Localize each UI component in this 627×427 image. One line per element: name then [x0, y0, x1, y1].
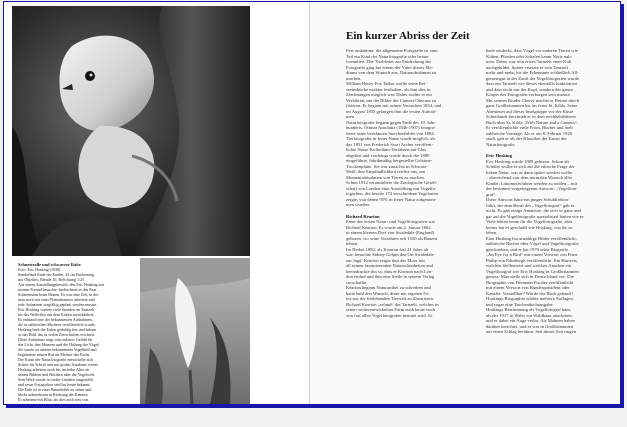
- text-line: tos aus der freilebenden Tierwelt zu illustrieren.: [346, 296, 434, 301]
- text-line: im August 1835 gelangen ihm die ersten Aufnah-: [346, 108, 437, 114]
- caption-line: Hosking hielt die Eulen geduldig fest und bekam: [18, 327, 97, 333]
- text-line: Körper des Fotografen verborgen sein musste.: [486, 92, 571, 97]
- caption-line: seinem Freund besuchte, beobachtete er das Paar: [18, 287, 97, 293]
- text-line: Naturfotografie.: [486, 141, 516, 147]
- caption-line: Es entstand eine der bekanntesten Aufnahmen,: [18, 317, 93, 323]
- text-line: Weiß, ihre Empfindlichkeit reichte aus, um: [346, 169, 426, 174]
- caption-line: Schneeeulen beim Brüten. Es war eine Zeit, in der: [18, 292, 99, 298]
- text-line: nicht. Es gab einige Amateure, die sich so ganz und: [486, 208, 581, 213]
- caption-line: seinen Bildern und Büchern über die Vogelwelt.: [18, 372, 95, 378]
- text-line: zahlreiche Vorträge. Als er am 8. Februar 1928: [486, 130, 572, 136]
- text-line: Richard Kearton „erfand“ das Tarnzelt, welches in: [346, 301, 439, 307]
- text-line: men wurden.: [346, 202, 370, 207]
- text-line: gar auf die Vogelfotografie spezialisiert hatten wie er.: [486, 213, 585, 219]
- book-spread: [3, 1, 621, 405]
- text-line: von fast allen Vogelfotografen benutzt wird. Er: [346, 312, 433, 318]
- text-line: – abweichend von dem normalen Wunsch aller: [486, 175, 573, 180]
- text-line: in einem kleinen Dorf von Swaledale (England): [346, 230, 435, 235]
- text-line: Mit seinem Bruder Cherry machte er Reisen durch: [486, 97, 579, 103]
- text-line: Fest umkämmt: die allgemeine Fotografie ist zum: [346, 48, 438, 53]
- text-line: Zeichnungen möglich war. Daher suchte er ein: [346, 92, 432, 97]
- text-line: William Henry Fox Talbot wollte seine Rei-: [346, 81, 427, 86]
- text-line: seeindrücke exakter festhalten, als ihm dies in: [346, 86, 431, 92]
- caption-line: Sein Werk wurde in vielen Ländern ausgestellt,: [18, 377, 94, 383]
- text-line: fixieren. Er begann mit seinen Versuchen 1834, und: [346, 103, 442, 108]
- section-heading: Eric Hosking: [486, 153, 512, 158]
- text-line: hatte entdeckt, dass Vögel vor anderen Tieren wie: [486, 48, 578, 53]
- text-line: zur Jagd. Kearton zeigte ihm das Moor mit: [346, 257, 425, 263]
- text-line: lichte Nasse-Kollodium-Verfahren auf Glas: [346, 147, 426, 152]
- caption-line: man noch mit einer Plattenkamera arbeitete und: [18, 297, 95, 303]
- section-heading: Richard Kearton: [346, 213, 380, 219]
- text-line: Trockenplatte. Sie war zunächst in Schwarz-: [346, 163, 428, 169]
- text-line: all seinen faszinierenden Naturschönheiten und: [346, 263, 433, 268]
- text-line: Richard Kearton. Er wurde am 2. Januar 1862: [346, 224, 431, 230]
- text-line: leben.: [486, 230, 498, 235]
- text-line: Schottlands beschrieb er in dem reichbebilderten: [486, 114, 576, 119]
- text-line: nachgebildet. Später ersetzte er sein Tarnzelt: [486, 64, 568, 70]
- text-line: Kinder, Lokomotivführer werden zu wollen – mit: [486, 180, 578, 186]
- caption-line: Diese Aufnahme zeigt sein sicheres Gefühl für: [18, 337, 93, 343]
- text-line: Biographie von Hermann Fischer veröffentlicht: [486, 279, 574, 285]
- text-line: schaft von London eine Ausstellung mit Vogelfo-: [346, 185, 437, 191]
- text-line: verschaffte.: [346, 279, 368, 285]
- text-line: darüber berichtet, und er war in Großbritannien: [486, 323, 574, 329]
- text-line: und dass nicht nur der Kopf, sondern der ganze: [486, 86, 573, 92]
- text-line: als der 1917 in Wales ein Waldkauz attackierte,: [486, 312, 573, 318]
- text-line: machen.: [346, 75, 362, 81]
- text-line: tografien, die bereits 174 verschiedene Vogelarten: [346, 191, 438, 196]
- text-line: Schon 1912 veranstaltete die Zoologische Gesell-: [346, 180, 438, 185]
- caption-line: mit Objektiv, Blende 16, Belichtung 1/25: [18, 277, 85, 283]
- caption-line: begründete seinen Ruf als Meister des Fachs.: [18, 352, 91, 358]
- text-line: zeigte, von denen 95% in freier Natur aufgenom-: [346, 196, 437, 202]
- text-line: formuliert: Die Triebfeder zur Entdeckung der: [346, 59, 432, 64]
- caption-line: Auf einem Ausstellungsbesuch, den Eric Hosking mit: [18, 282, 104, 288]
- text-line: keiner hat es geschafft wie Hosking, von ihr zu: [486, 224, 573, 230]
- text-line: Verfahren, um die Bilder der Camera Obscura zu: [346, 97, 437, 103]
- text-line: Kanzler. Vorstellbar? Würde das Buch gekauft?: [486, 290, 574, 296]
- text-line: eingeführte, fabrikmäßig hergestellte Gelatine-: [346, 158, 433, 163]
- text-line: Eric Hosking wurde 1909 geboren. Schon als: [486, 158, 570, 164]
- text-line: men. Daher war sein erstes Tarnzelt einer Kuh: [486, 59, 572, 64]
- text-line: Hoskings Biographie erlebte mehrere Auflagen,: [486, 296, 574, 301]
- caption-line: die in zahlreichen Büchern veröffentlicht wurde.: [18, 322, 96, 328]
- text-line: das 1851 von Frederick Scott Archer veröffent-: [346, 141, 433, 147]
- text-line: Viele lebten heute für die Vogelfotografie, aber: [486, 219, 573, 224]
- text-line: Diese Antwort hatte ein junger Schuldirektor: [486, 197, 569, 202]
- text-line: dass ein Tarnzelt wie dieses ebenfalls funktioniert: [486, 81, 578, 86]
- text-line: war, besuchte Sidney Gelpin den Ort Swaledale: [346, 252, 434, 257]
- text-line: Naturfotografie begann gegen Ende des 19. Jahr-: [346, 119, 437, 125]
- text-column-2: [486, 48, 610, 398]
- text-line: Er veröffentlichte viele Fotos, Bücher und hielt: [486, 125, 573, 130]
- caption-line: und seine Fotografien sind bis heute bekannt.: [18, 382, 91, 388]
- text-line: Buch über St. Kilda „With Nature and a Camera“.: [486, 119, 578, 125]
- caption-line: Sunderland Ende der Knöbe, 22 cm Entfernung: [18, 272, 95, 278]
- article-title: Ein kurzer Abriss der Zeit: [346, 30, 470, 42]
- text-line: lebten.: [346, 241, 359, 246]
- text-line: Schüler wollte er sich auf die ethische Frage der: [486, 164, 575, 169]
- caption-line: Er arbeitete mit Blitz, als dies noch neu war.: [18, 397, 89, 402]
- text-line: abgelöst und verdrängt wurde durch die 1880: [346, 152, 430, 158]
- text-line: genoss. Man stelle sich in Deutschland vor: Die: [486, 274, 574, 279]
- text-line: Kühen, Pferden oder Schafen kaum Notiz nah-: [486, 53, 573, 59]
- text-line: beeindruckte ihn so, dass er Kearton nach Lon-: [346, 268, 433, 274]
- text-line: don einlud und ihm eine Stelle in seinem Verlag: [346, 274, 435, 279]
- text-line: zahlreiche Bücher über Vögel und Vogelfotografie: [486, 241, 579, 246]
- caption-line: bis das Weibchen mit dem Küken zurückkehrte.: [18, 312, 95, 318]
- caption-line: jede Aufnahme sorgfältig geplant werden musste.: [18, 302, 98, 308]
- caption-line: Die Eule ist in einer Baumhöhle zu sehen und: [18, 387, 92, 393]
- text-line: und er dabei ein Auge verlor. Als Mahnen haben: [486, 318, 575, 323]
- text-column-1: [346, 48, 470, 398]
- text-line: der bestimmt vorgetragenen Antwort: „Vogelfoto-: [486, 186, 578, 191]
- caption-line: Hosking arbeitete noch bis ins hohe Alter an: [18, 367, 89, 373]
- caption-line: so das Bild, das in vielen Zeitschriften erschien.: [18, 332, 95, 338]
- text-line: men.: [346, 114, 356, 119]
- text-line: geschrieben, und er hat 1970 seine Biografie: [486, 246, 569, 252]
- caption-line: Foto: Eric Hosking (1938): [18, 267, 61, 273]
- text-line: Kearton begann Naturartikel zu schreiben und: [346, 285, 431, 290]
- text-line: diums von dem Wunsch aus, Naturaufnahmen zu: [346, 70, 437, 75]
- text-line: und sogar eine Taschenbuchausgabe.: [486, 301, 554, 307]
- text-line: auf einen Schlag berühmt. Seit dieser Zeit trugen: [486, 329, 577, 334]
- text-line: Im Herbst 1882, als Kearton fast 21 Jahre alt: [346, 246, 429, 252]
- text-line: Philip von Edinburgh veröffentlicht. Ein Hinweis,: [486, 257, 578, 263]
- text-line: mehr und mehr, bis die Erkenntnis schließlich All-: [486, 70, 579, 75]
- paragraph-gap: [346, 208, 470, 211]
- text-line: führt, der dem Beruf des „Vogelfotograf“ gab es: [486, 202, 575, 208]
- text-line: welchen Stellenwert und welches Ansehen ein: [486, 263, 572, 268]
- caption-title: Schneetrolle und schwarzer Rabe: [18, 262, 81, 267]
- text-line: geboren, wo seine Vorfahren seit 1550 als Bauern: [346, 235, 438, 241]
- text-line: seiner weiterentwickelten Form auch heute noch: [346, 307, 436, 312]
- caption-line: Schritt für Schritt und mit großer Ausdauer weiter.: [18, 362, 99, 368]
- text-line: Hoskings Bestimmung als Vogelfotograf kam,: [486, 307, 571, 312]
- right-page: [310, 2, 618, 404]
- text-line: mit einem Vorwort von Bundespräsident oder: [486, 285, 570, 290]
- text-line: gemeingut in der Zunft der Vogelfotografen wurde,: [486, 75, 581, 81]
- left-page: [8, 6, 308, 400]
- text-line: Fotografie ging bei einem der Väter dieses Me-: [346, 64, 434, 70]
- caption-line: das Licht, den Moment und die Haltung der Vögel.: [18, 342, 100, 348]
- text-line: lieben Natur, was er dann später werden wollte: [486, 169, 573, 175]
- text-line: Momentaufnahmen von Tieren zu machen.: [346, 174, 425, 180]
- caption-line: Die Kunst der Naturfotografie entwickelte sich: [18, 357, 94, 363]
- text-line: hatte bald den Wunsch, diese mit eigenen Fo-: [346, 290, 430, 296]
- caption-line: Sie wurde zu seinem bekanntesten Vogelbild und: [18, 347, 97, 353]
- text-line: fierte seine berühmten Storchenbilder von 1884.: [346, 130, 435, 136]
- text-line: „An Eye for a Bird“ mit einem Vorwort von Prinz: [486, 252, 578, 257]
- text-line: Vogelfotograf wie Eric Hosking in Großbritannien: [486, 268, 579, 274]
- text-line: starb, galt er als der Klassiker der Kunst der: [486, 136, 567, 141]
- text-line: Abenteuer auf dieser Inselgruppe vor der Küste: [486, 108, 574, 114]
- text-line: Tierfotografie in freier Natur wurde möglich, als: [346, 136, 436, 141]
- owl-photo: [12, 6, 250, 256]
- caption-text: [18, 267, 136, 402]
- text-line: Eine Hosking hat unzählige Bilder veröffentlicht,: [486, 235, 577, 241]
- photo-caption: [18, 262, 136, 402]
- text-line: Einer der ersten Natur- und Vogelfotografen war: [346, 219, 436, 224]
- text-line: graf“.: [486, 191, 497, 197]
- plant-photo: [140, 258, 250, 404]
- text-line: hunderts. Ottmar Anschütz (1846-1907) fotogra-: [346, 125, 436, 130]
- text-line: ganz Großbritannien bis ins ferne St. Kilda. Seine: [486, 103, 578, 108]
- text-line: Teil ein Kind der Naturfotografie oder besser: [346, 53, 429, 59]
- caption-line: blickt aufmerksam in Richtung der Kamera.: [18, 392, 89, 398]
- caption-line: Eric Hosking wartete viele Stunden im Tarnzelt: [18, 307, 95, 313]
- paragraph-gap: [486, 147, 610, 150]
